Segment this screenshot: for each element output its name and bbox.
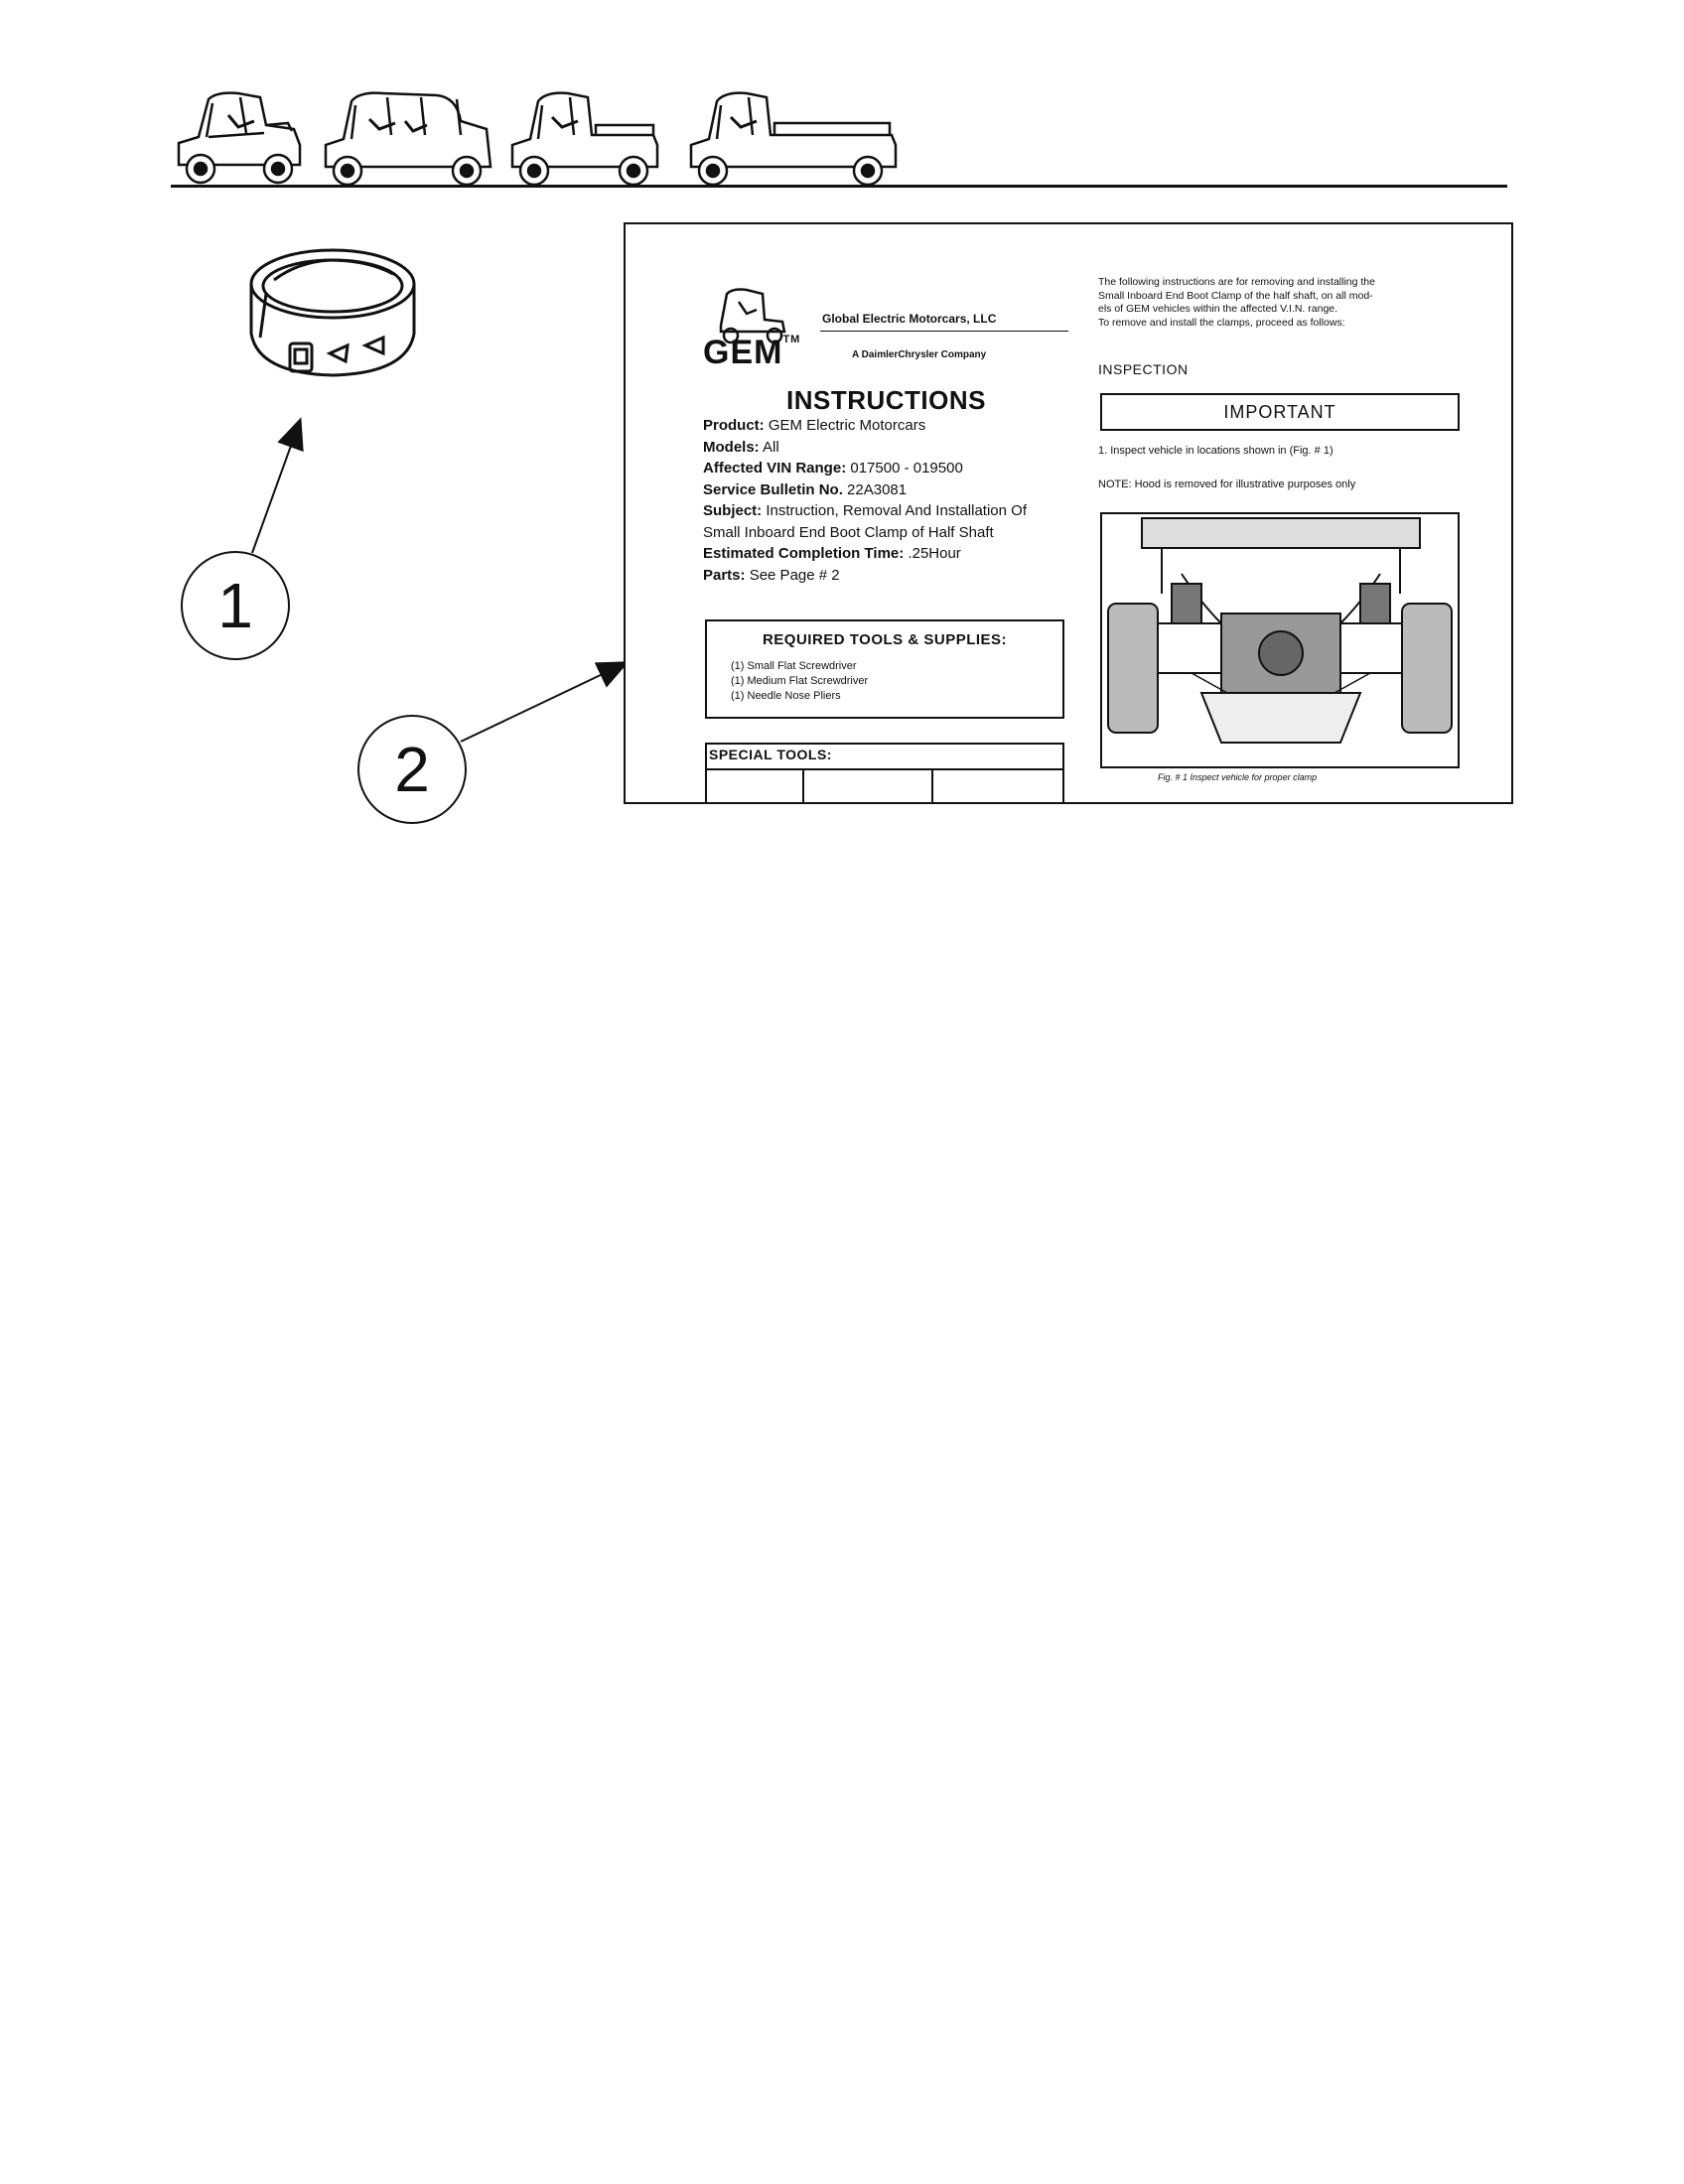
vehicle-two-seat-icon (179, 93, 300, 183)
intro-paragraph (1098, 276, 1475, 330)
company-parent: A DaimlerChrysler Company (852, 349, 987, 360)
header-divider (171, 185, 1507, 188)
special-tools-divider (707, 768, 1062, 770)
intro-line: Small Inboard End Boot Clamp of the half shaft, on all mod- (1098, 289, 1373, 302)
required-tools-list (731, 659, 868, 704)
info-line: Service Bulletin No. 22A3081 (703, 480, 908, 498)
tool-item: (1) Needle Nose Pliers (731, 690, 841, 702)
bulletin-info (703, 415, 1027, 586)
figure-caption: Fig. # 1 Inspect vehicle for proper clamp (1158, 772, 1318, 782)
gem-wordmark: GEM™ (703, 334, 801, 371)
intro-line: To remove and install the clamps, proceed as follows: (1098, 316, 1345, 329)
special-tools-column (802, 768, 804, 804)
special-tools-box (705, 743, 1064, 804)
note-text: NOTE: Hood is removed for illustrative purposes only (1098, 478, 1356, 490)
info-line: Parts: See Page # 2 (703, 566, 840, 584)
company-divider (820, 331, 1068, 332)
special-tools-column (931, 768, 933, 804)
required-tools-title: REQUIRED TOOLS & SUPPLIES: (762, 631, 1008, 648)
vehicle-short-bed-icon (512, 93, 657, 185)
info-line: Models: All (703, 438, 779, 456)
sheet-left-column (703, 224, 1070, 800)
callout-2-leader (461, 663, 626, 742)
boot-clamp-icon (238, 234, 427, 413)
step-1-text: 1. Inspect vehicle in locations shown in (Fig. # 1) (1098, 445, 1333, 457)
info-line: Product: GEM Electric Motorcars (703, 417, 926, 434)
vehicle-lineup (169, 85, 904, 193)
info-line: Affected VIN Range: 017500 - 019500 (703, 460, 963, 477)
intro-line: The following instructions are for removing and installing the (1098, 276, 1375, 288)
special-tools-title: SPECIAL TOOLS: (709, 747, 832, 762)
callout-2: 2 (357, 715, 467, 824)
callout-1-leader (252, 421, 300, 553)
sheet-right-column (1098, 224, 1495, 800)
info-line: Subject: Instruction, Removal And Installation Of (703, 502, 1027, 519)
info-line: Estimated Completion Time: .25Hour (703, 545, 961, 562)
company-name: Global Electric Motorcars, LLC (822, 312, 997, 326)
vehicle-four-seat-icon (326, 93, 491, 185)
vehicle-long-bed-icon (691, 93, 896, 185)
callout-1: 1 (181, 551, 290, 660)
required-tools-box (705, 619, 1064, 719)
tool-item: (1) Small Flat Screwdriver (731, 660, 857, 672)
inspection-heading: INSPECTION (1098, 361, 1189, 377)
tool-item: (1) Medium Flat Screwdriver (731, 675, 869, 687)
instruction-sheet (624, 222, 1513, 804)
info-line: Small Inboard End Boot Clamp of Half Shaft (703, 523, 994, 541)
intro-line: els of GEM vehicles within the affected V.I.N. range. (1098, 303, 1338, 315)
instructions-title: INSTRUCTIONS (786, 385, 986, 415)
important-banner: IMPORTANT (1100, 393, 1460, 431)
vehicle-underside-photo (1100, 512, 1460, 768)
